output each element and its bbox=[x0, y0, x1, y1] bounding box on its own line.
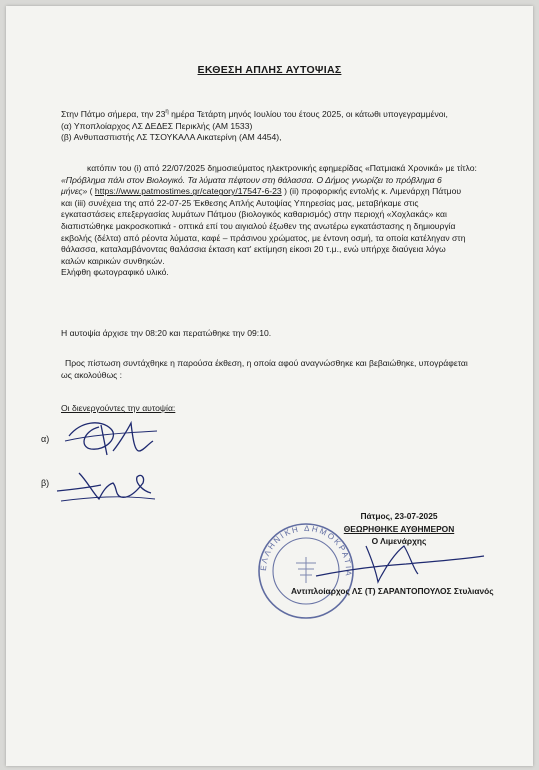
inspectors-heading: Οι διενεργούντες την αυτοψία: bbox=[61, 403, 176, 413]
harbor-master-role: Ο Λιμενάρχης bbox=[371, 536, 427, 546]
body-line-8: θάλασσα, καταλαμβάνοντας θαλάσσια έκταση κατ' εκτίμηση είκοσι 20 τ.μ., ενώ υπήρχε διαύγεια λόγω bbox=[61, 244, 446, 255]
time-line: Η αυτοψία άρχισε την 08:20 και περατώθηκε την 09:10. bbox=[61, 328, 272, 338]
sig-b-label: β) bbox=[41, 478, 50, 488]
signature-b bbox=[51, 461, 161, 511]
body-line-7: εκβολής (δέλτα) από ρέοντα λύματα, καφέ – πράσινου χρώματος, με έντονη οσμή, τα οποία κατέληγαν στη bbox=[61, 232, 466, 243]
quote-end: μήνες» bbox=[61, 186, 88, 197]
place-date: Πάτμος, 23-07-2025 bbox=[360, 511, 438, 521]
body-line-5: εγκαταστάσεις επεξεργασίας λυμάτων Πάτμου (βιολογικός καθαρισμός) στην περιοχή «Χοχλακάς» και bbox=[61, 209, 447, 220]
article-link[interactable]: https://www.patmostimes.gr/category/17547-6-23 bbox=[94, 186, 282, 197]
document-title: ΕΚΘΕΣΗ ΑΠΛΗΣ ΑΥΤΟΨΙΑΣ bbox=[197, 64, 342, 76]
body-text: ) (ii) προφορικής εντολής κ. Λιμενάρχη Πάτμου bbox=[281, 186, 462, 197]
body-line-3 bbox=[61, 186, 501, 198]
harbor-master-name: Αντιπλοίαρχος ΛΣ (Τ) ΣΑΡΑΝΤΟΠΟΥΛΟΣ Στυλιανός bbox=[291, 586, 494, 596]
certification-block bbox=[61, 358, 501, 381]
stamp-text: ΕΛΛΗΝΙΚΗ ΔΗΜΟΚΡΑΤΙΑ bbox=[258, 523, 354, 579]
signature-a bbox=[61, 411, 161, 461]
body-line-9: καλών καιρικών συνθηκών. bbox=[61, 255, 165, 266]
certification-line-2: ως ακολούθως : bbox=[61, 369, 123, 380]
intro-line bbox=[61, 109, 501, 121]
certification-line-1: Προς πίστωση συντάχθηκε η παρούσα έκθεση, η οποία αφού αναγνώσθηκε και βεβαιώθηκε, υπογράφεται bbox=[65, 358, 468, 368]
body-paragraph bbox=[61, 163, 501, 279]
intro-text: Στην Πάτμο σήμερα, την 23 bbox=[61, 109, 166, 119]
body-line-1: κατόπιν του (i) από 22/07/2025 δημοσιεύματος ηλεκτρονικής εφημερίδας «Πατμιακά Χρονικά» με τίτλο: bbox=[87, 163, 477, 173]
person-a: (α) Υποπλοίαρχος ΛΣ ΔΕΔΕΣ Περικλής (ΑΜ 1533) bbox=[61, 120, 253, 131]
document-page bbox=[6, 6, 533, 766]
sig-a-label: α) bbox=[41, 434, 50, 444]
intro-text-cont: ημέρα Τετάρτη μηνός Ιουλίου του έτους 2025, οι κάτωθι υπογεγραμμένοι, bbox=[168, 109, 448, 119]
paren-open: ( bbox=[87, 186, 95, 197]
body-line-10: Ελήφθη φωτογραφικό υλικό. bbox=[61, 267, 169, 278]
intro-block bbox=[61, 109, 501, 144]
body-line-2: «Πρόβλημα πάλι στον Βιολογικό. Τα λύματα πέφτουν στη θάλασσα. Ο Δήμος γνωρίζει το πρόβλημα 6 bbox=[61, 174, 442, 185]
body-line-4: και (iii) συνέχεια της από 22-07-25 Έκθεσης Απλής Αυτοψίας Υπηρεσίας μας, μεταβήκαμε στις bbox=[61, 197, 419, 208]
body-line-6: διαπιστώθηκε μακροσκοπικά - οπτικά επί του αιγιαλού έξωθεν της ανωτέρω εγκατάστασης η δημιουργία bbox=[61, 220, 456, 231]
ordinal-sup: η bbox=[165, 109, 169, 116]
person-b: (β) Ανθυπασπιστής ΛΣ ΤΣΟΥΚΑΛΑ Αικατερίνη (ΑΜ 4454), bbox=[61, 132, 282, 143]
seen-stamp-text: ΘΕΩΡΗΘΗΚΕ ΑΥΘΗΜΕΡΟΝ bbox=[343, 524, 455, 534]
